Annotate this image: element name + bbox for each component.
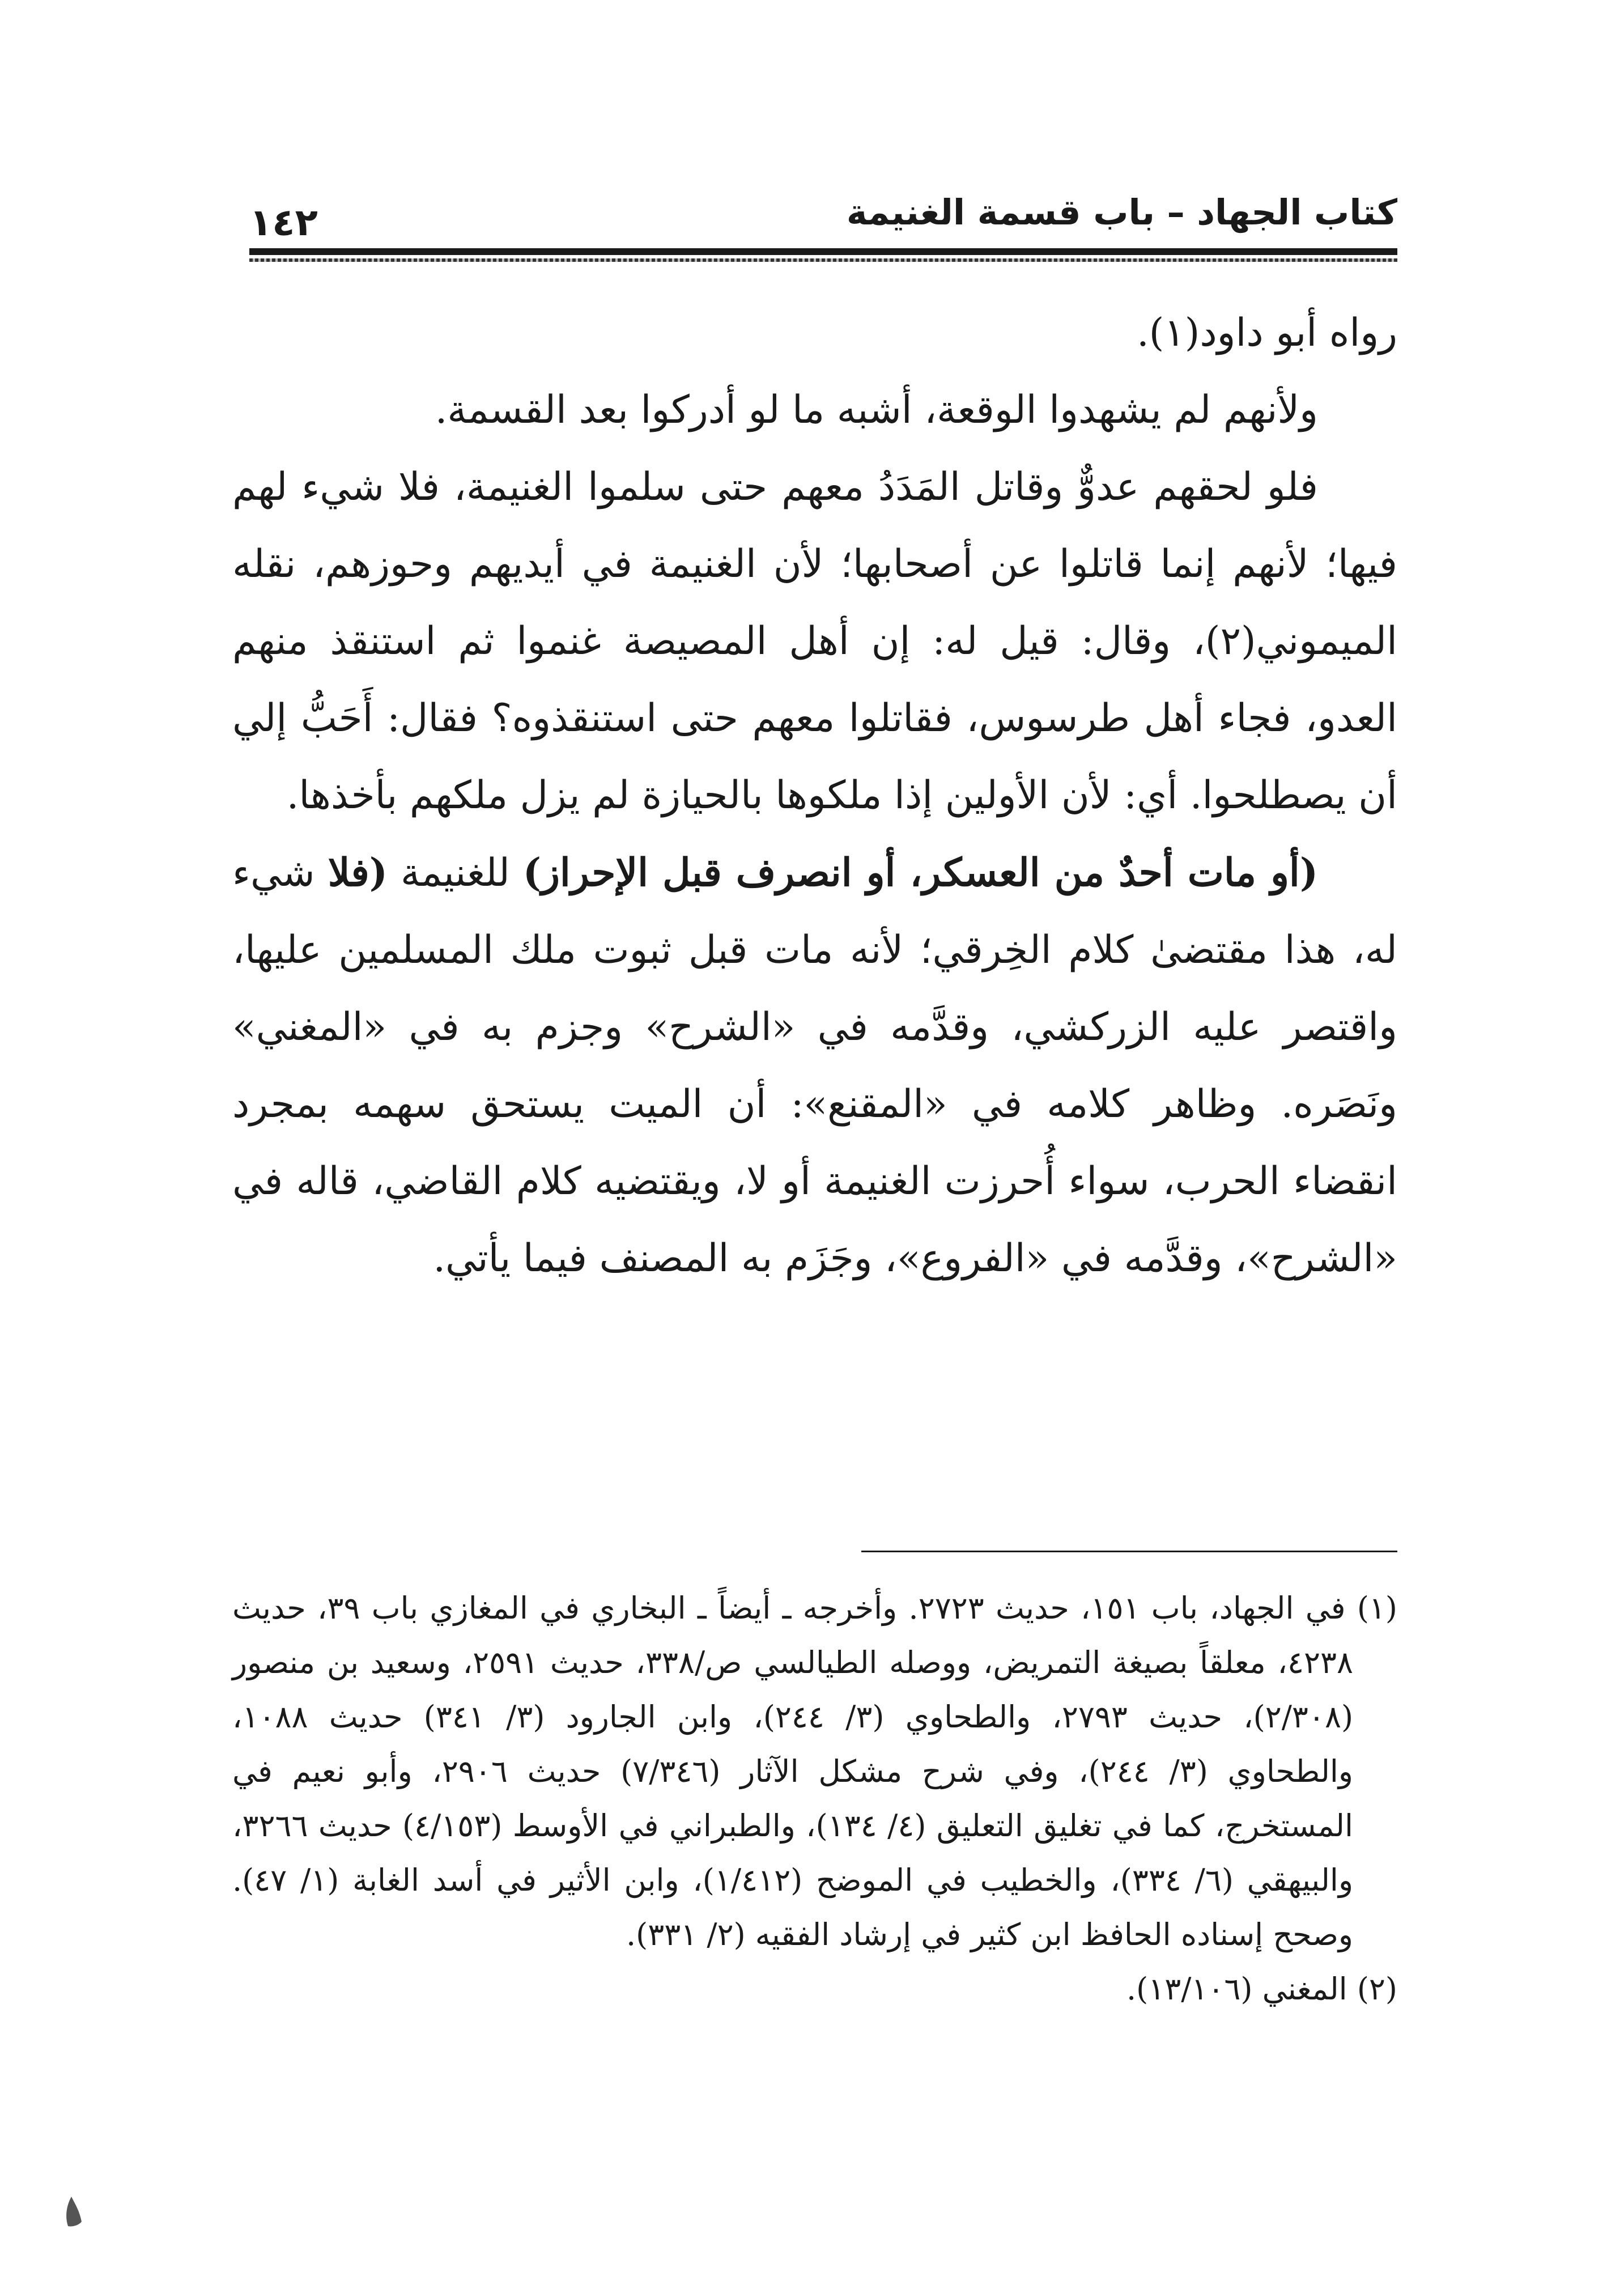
paragraph-2: ولأنهم لم يشهدوا الوقعة، أشبه ما لو أدركوا بعد القسمة. [435, 388, 1318, 432]
commentary-text-1: للغنيمة [387, 851, 523, 895]
footnotes [232, 1581, 1397, 2016]
footnote-1: (١) في الجهاد، باب ١٥١، حديث ٢٧٢٣. وأخرجه ـ أيضاً ـ البخاري في المغازي باب ٣٩، حديث ٤٢٣٨، معلقاً بصيغة التمريض، ووصله الطيالسي ص/٣٣٨، حديث ٢٥٩١، وسعيد بن منصور (٢/٣٠٨)، حديث ٢٧٩٣، والطحاوي (٣/ ٢٤٤)، وابن الجارود (٣/ ٣٤١) حديث ١٠٨٨، والطحاوي (٣/ ٢٤٤)، وفي شرح مشكل الآثار (٧/٣٤٦) حديث ٢٩٠٦، وأبو نعيم في المستخرج، كما في تغليق التعليق (٤/ ١٣٤)، والطبراني في الأوسط (٤/١٥٣) حديث ٣٢٦٦، والبيهقي (٦/ ٣٣٤)، والخطيب في الموضح (١/٤١٢)، وابن الأثير في أسد الغابة (١/ ٤٧). وصحح إسناده الحافظ ابن كثير في إرشاد الفقيه (٢/ ٣٣١). [232, 1590, 1397, 1952]
page-number: ١٤٢ [249, 201, 318, 244]
footnote-separator [861, 1551, 1397, 1552]
commentary-text-2: شيء له، هذا مقتضىٰ كلام الخِرقي؛ لأنه مات قبل ثبوت ملك المسلمين عليها، واقتصر عليه الزركشي، وقدَّمه في «الشرح» وجزم به في «المغني» ونَصَره. وظاهر كلامه في «المقنع»: أن الميت يستحق سهمه بمجرد انقضاء الحرب، سواء أُحرزت الغنيمة أو لا، ويقتضيه كلام القاضي، قاله في «الشرح»، وقدَّمه في «الفروع»، وجَزَم به المصنف فيما يأتي. [232, 851, 1397, 1281]
paragraph-3: فلو لحقهم عدوٌّ وقاتل المَدَدُ معهم حتى سلموا الغنيمة، فلا شيء لهم فيها؛ لأنهم إنما قاتلوا عن أصحابها؛ لأن الغنيمة في أيديهم وحوزهم، نقله الميموني(٢)، وقال: قيل له: إن أهل المصيصة غنموا ثم استنقذ منهم العدو، فجاء أهل طرسوس، فقاتلوا معهم حتى استنقذوه؟ فقال: أَحَبُّ إلي أن يصطلحوا. أي: لأن الأولين إذا ملكوها بالحيازة لم يزل ملكهم بأخذها. [232, 465, 1397, 818]
running-header [249, 170, 1397, 255]
header-title: كتاب الجهاد – باب قسمة الغنيمة [846, 192, 1397, 233]
footnote-2: (٢) المغني (١٣/١٠٦). [1126, 1971, 1397, 2007]
page-corner-mark [62, 2193, 85, 2227]
header-rule [249, 248, 1397, 255]
paragraph-4 [232, 834, 1397, 1297]
paragraph-1: رواه أبو داود(١). [1137, 311, 1397, 355]
main-text [232, 295, 1397, 1297]
header-rule-decorative [249, 258, 1397, 262]
matn-text-1: (أو مات أحدٌ من العسكر، أو انصرف قبل الإحراز) [522, 850, 1318, 895]
matn-text-2: (فلا [328, 850, 388, 895]
